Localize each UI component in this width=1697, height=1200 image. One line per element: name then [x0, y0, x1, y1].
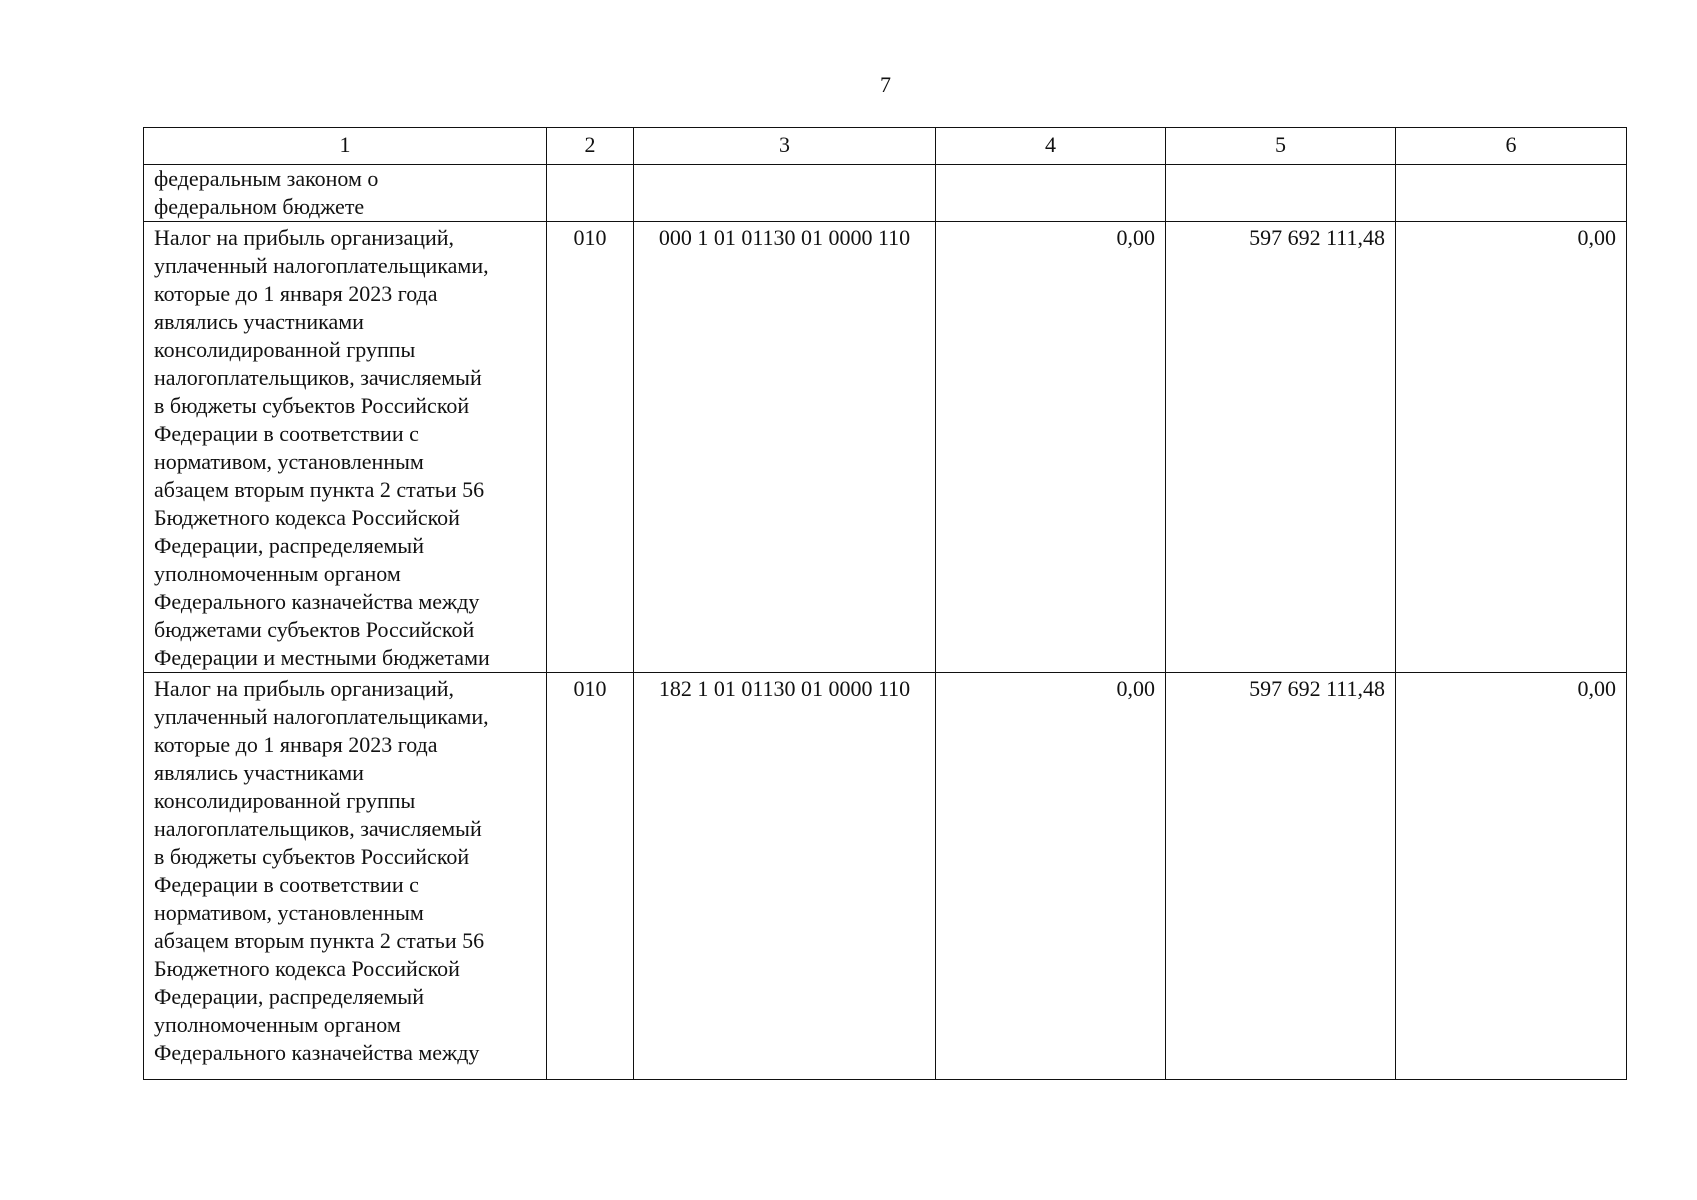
value-col-5: 597 692 111,48 [1166, 673, 1396, 1080]
value-col-5 [1166, 165, 1396, 222]
header-col-6: 6 [1396, 128, 1627, 165]
indicator-name: Налог на прибыль организаций, уплаченный налогоплательщиками, которые до 1 января 2023 года являлись участниками консолидированной группы налогоплательщиков, зачисляемый в бюджеты субъектов Российской Федерации в соответствии с нормативом, установленным абзацем вторым пункта 2 статьи 56 Бюджетного кодекса Российской Федерации, распределяемый уполномоченным органом Федерального казначейства между бюджетами субъектов Российской Федерации и местными бюджетами [144, 222, 547, 673]
header-col-1: 1 [144, 128, 547, 165]
header-col-3: 3 [634, 128, 936, 165]
value-col-6: 0,00 [1396, 673, 1627, 1080]
line-code: 010 [547, 222, 634, 673]
line-code [547, 165, 634, 222]
budget-classification-code [634, 165, 936, 222]
value-col-4 [936, 165, 1166, 222]
value-col-4: 0,00 [936, 222, 1166, 673]
indicator-name: Налог на прибыль организаций, уплаченный налогоплательщиками, которые до 1 января 2023 года являлись участниками консолидированной группы налогоплательщиков, зачисляемый в бюджеты субъектов Российской Федерации в соответствии с нормативом, установленным абзацем вторым пункта 2 статьи 56 Бюджетного кодекса Российской Федерации, распределяемый уполномоченным органом Федерального казначейства между [144, 673, 547, 1080]
value-col-6 [1396, 165, 1627, 222]
table-row [144, 222, 1627, 673]
header-col-4: 4 [936, 128, 1166, 165]
table-header-row [144, 128, 1627, 165]
page-number: 7 [880, 72, 891, 97]
table-row-continuation [144, 165, 1627, 222]
header-col-2: 2 [547, 128, 634, 165]
budget-table [143, 127, 1627, 1080]
value-col-6: 0,00 [1396, 222, 1627, 673]
header-col-5: 5 [1166, 128, 1396, 165]
value-col-5: 597 692 111,48 [1166, 222, 1396, 673]
budget-classification-code: 000 1 01 01130 01 0000 110 [634, 222, 936, 673]
line-code: 010 [547, 673, 634, 1080]
indicator-name: федеральным законом о федеральном бюджете [144, 165, 547, 222]
value-col-4: 0,00 [936, 673, 1166, 1080]
budget-classification-code: 182 1 01 01130 01 0000 110 [634, 673, 936, 1080]
table-row [144, 673, 1627, 1080]
